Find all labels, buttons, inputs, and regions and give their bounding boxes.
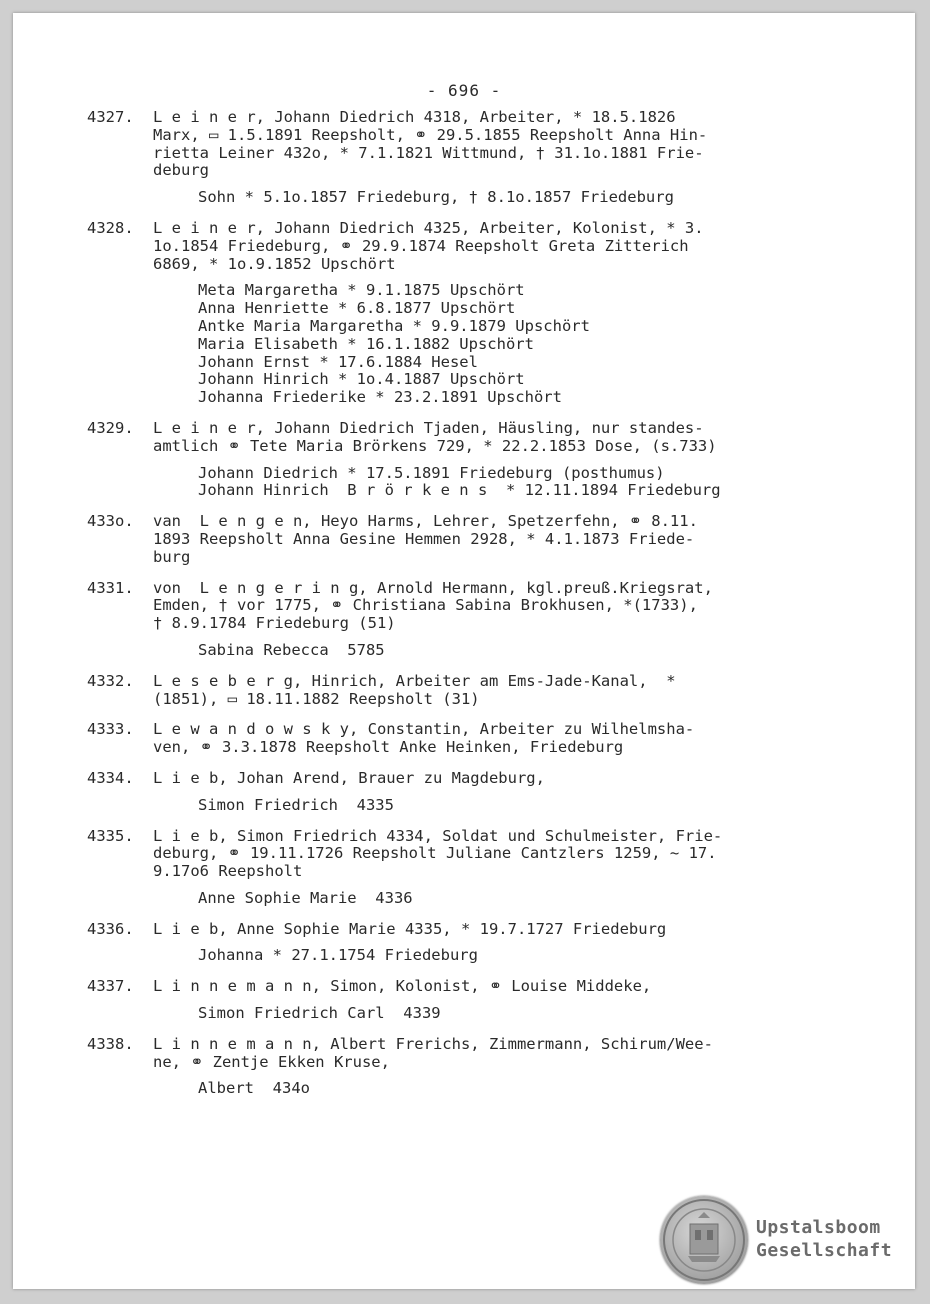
entry-number: 4329. [87, 418, 134, 437]
entry-number: 4338. [87, 1034, 134, 1053]
entry-line: L e i n e r, Johann Diedrich 4318, Arbeiter, * 18.5.1826 [153, 108, 676, 126]
genealogy-entry [13, 770, 915, 815]
entry-line: 6869, * 1o.9.1852 Upschört [153, 254, 396, 273]
entry-line: von L e n g e r i n g, Arnold Hermann, kgl.preuß.Kriegsrat, [153, 578, 713, 597]
genealogy-entry [13, 828, 915, 908]
entry-number: 4332. [87, 671, 134, 690]
children-list [153, 1080, 915, 1098]
entry-number: 4335. [87, 826, 134, 845]
entry-line: amtlich ⚭ Tete Maria Brörkens 729, * 22.2.1853 Dose, (s.733) [153, 436, 717, 455]
entry-line: ne, ⚭ Zentje Ekken Kruse, [153, 1052, 390, 1071]
entry-number: 4336. [87, 919, 134, 938]
entry-number: 433o. [87, 512, 134, 531]
entry-line: L e w a n d o w s k y, Constantin, Arbeiter zu Wilhelmsha- [153, 720, 695, 739]
genealogy-entry [13, 220, 915, 407]
child-line: Maria Elisabeth * 16.1.1882 Upschört [198, 334, 534, 353]
entry-list [13, 109, 915, 1111]
entry-line: L i n n e m a n n, Albert Frerichs, Zimmermann, Schirum/Wee- [153, 1034, 713, 1053]
genealogy-entry [13, 1036, 915, 1098]
child-line: Johanna * 27.1.1754 Friedeburg [198, 946, 478, 965]
genealogy-entry [13, 978, 915, 1023]
child-line: Johann Hinrich * 1o.4.1887 Upschört [198, 370, 525, 389]
children-list [153, 282, 915, 407]
entry-line: deburg, ⚭ 19.11.1726 Reepsholt Juliane Cantzlers 1259, ~ 17. [153, 844, 717, 863]
document-page [13, 13, 915, 1289]
seal-icon [660, 1196, 748, 1284]
child-line: Johann Hinrich B r ö r k e n s * 12.11.1894 Friedeburg [198, 481, 721, 500]
child-line: Meta Margaretha * 9.1.1875 Upschört [198, 281, 525, 300]
child-line: Johann Diedrich * 17.5.1891 Friedeburg (posthumus) [198, 463, 665, 482]
children-list [153, 465, 915, 501]
genealogy-entry [13, 513, 915, 566]
entry-line: Marx, ▭ 1.5.1891 Reepsholt, ⚭ 29.5.1855 Reepsholt Anna Hin- [153, 125, 708, 144]
entry-line: L i n n e m a n n, Simon, Kolonist, ⚭ Louise Middeke, [153, 977, 652, 996]
brand-line-1: Upstalsboom [756, 1217, 881, 1238]
entry-line: L e i n e r, Johann Diedrich Tjaden, Häusling, nur standes- [153, 418, 704, 437]
children-list [153, 797, 915, 815]
child-line: Simon Friedrich Carl 4339 [198, 1004, 441, 1023]
entry-number: 4327. [87, 108, 134, 126]
children-list [153, 890, 915, 908]
child-line: Simon Friedrich 4335 [198, 795, 394, 814]
entry-number: 4328. [87, 218, 134, 237]
entry-line: (1851), ▭ 18.11.1882 Reepsholt (31) [153, 689, 480, 708]
publisher-logo [660, 1196, 910, 1286]
children-list [153, 1005, 915, 1023]
genealogy-entry [13, 580, 915, 660]
children-list [153, 189, 915, 207]
entry-line: 1o.1854 Friedeburg, ⚭ 29.9.1874 Reepsholt Greta Zitterich [153, 236, 689, 255]
genealogy-entry [13, 721, 915, 757]
brand-text [756, 1216, 892, 1262]
entry-line: van L e n g e n, Heyo Harms, Lehrer, Spetzerfehn, ⚭ 8.11. [153, 512, 698, 531]
entry-line: 1893 Reepsholt Anna Gesine Hemmen 2928, * 4.1.1873 Friede- [153, 529, 695, 548]
entry-line: Emden, † vor 1775, ⚭ Christiana Sabina Brokhusen, *(1733), [153, 596, 698, 615]
genealogy-entry [13, 420, 915, 500]
child-line: Johann Ernst * 17.6.1884 Hesel [198, 352, 478, 371]
entry-line: L i e b, Simon Friedrich 4334, Soldat und Schulmeister, Frie- [153, 826, 723, 845]
entry-line: 9.17o6 Reepsholt [153, 862, 303, 881]
entry-line: L i e b, Johan Arend, Brauer zu Magdeburg, [153, 768, 545, 787]
children-list [153, 642, 915, 660]
child-line: Anne Sophie Marie 4336 [198, 888, 413, 907]
child-line: Sabina Rebecca 5785 [198, 640, 385, 659]
child-line: Anna Henriette * 6.8.1877 Upschört [198, 299, 516, 318]
entry-line: deburg [153, 161, 209, 180]
entry-line: L i e b, Anne Sophie Marie 4335, * 19.7.1727 Friedeburg [153, 919, 667, 938]
entry-line: rietta Leiner 432o, * 7.1.1821 Wittmund, † 31.1o.1881 Frie- [153, 143, 704, 162]
genealogy-entry [13, 109, 915, 207]
child-line: Antke Maria Margaretha * 9.9.1879 Upschört [198, 316, 590, 335]
page-number: - 696 - [426, 81, 502, 100]
genealogy-entry [13, 673, 915, 709]
entry-line: ven, ⚭ 3.3.1878 Reepsholt Anke Heinken, Friedeburg [153, 738, 624, 757]
brand-line-2: Gesellschaft [756, 1240, 893, 1261]
entry-number: 4333. [87, 720, 134, 739]
entry-line: burg [153, 547, 191, 566]
genealogy-entry [13, 921, 915, 966]
child-line: Albert 434o [198, 1079, 310, 1098]
entry-number: 4334. [87, 768, 134, 787]
entry-line: † 8.9.1784 Friedeburg (51) [153, 614, 396, 633]
child-line: Johanna Friederike * 23.2.1891 Upschört [198, 388, 562, 407]
entry-line: L e s e b e r g, Hinrich, Arbeiter am Ems-Jade-Kanal, * [153, 671, 676, 690]
entry-number: 4331. [87, 578, 134, 597]
children-list [153, 947, 915, 965]
entry-number: 4337. [87, 977, 134, 996]
entry-line: L e i n e r, Johann Diedrich 4325, Arbeiter, Kolonist, * 3. [153, 218, 704, 237]
child-line: Sohn * 5.1o.1857 Friedeburg, † 8.1o.1857 Friedeburg [198, 188, 674, 207]
